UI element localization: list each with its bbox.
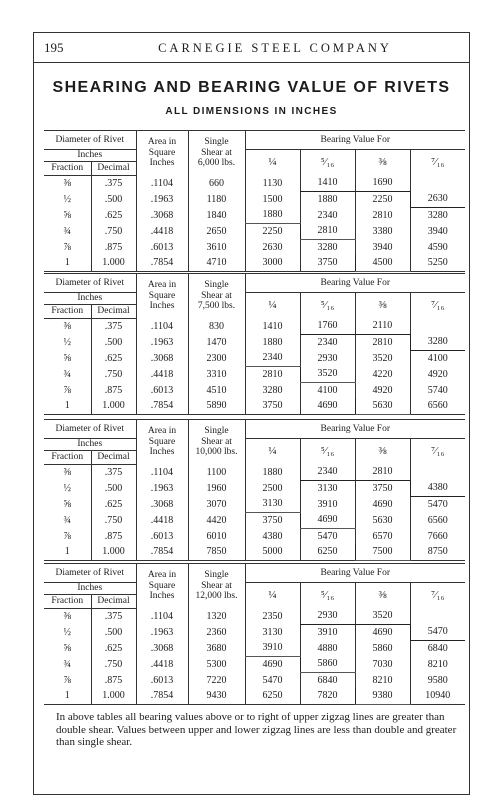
bearing-value-cell: 7500: [355, 544, 410, 560]
bearing-value-cell: 1880: [245, 464, 300, 480]
table-row: [44, 512, 465, 528]
area-cell: .3068: [136, 496, 188, 512]
single-shear-line: Shear at: [201, 436, 232, 447]
single-shear-line: Shear at: [201, 580, 232, 591]
inches-header: Inches: [44, 583, 136, 595]
thickness-header: ⁷⁄₁₆: [410, 583, 465, 609]
bearing-value-cell: 3130: [245, 624, 300, 640]
fraction-cell: ⅞: [63, 384, 71, 396]
single-shear-cell: 660: [188, 175, 245, 191]
table-row: [44, 382, 465, 398]
table-row: [44, 255, 465, 271]
area-cell: .6013: [136, 672, 188, 688]
bearing-value-cell: 5740: [410, 382, 465, 398]
single-shear-line: Shear at: [201, 290, 232, 301]
thickness-header: ¼: [245, 293, 300, 319]
decimal-cell: .875: [91, 528, 136, 544]
decimal-cell: .625: [91, 207, 136, 223]
single-shear-cell: 1470: [188, 334, 245, 350]
bearing-value-cell: 6250: [245, 688, 300, 704]
bearing-value-cell: 1880: [245, 207, 300, 223]
bearing-header: Bearing Value For: [245, 564, 465, 583]
fraction-cell: 1: [64, 546, 70, 558]
area-cell: .4418: [136, 366, 188, 382]
fraction-cell: ⅝: [63, 642, 71, 654]
bearing-value-cell: 3280: [410, 207, 465, 223]
single-shear-line: Single: [204, 570, 229, 581]
decimal-cell: .375: [91, 318, 136, 334]
single-shear-header: [188, 131, 245, 176]
bearing-value-cell: 2930: [300, 350, 355, 366]
single-shear-cell: 3070: [188, 496, 245, 512]
area-cell: .3068: [136, 350, 188, 366]
thickness-header: ⁷⁄₁₆: [410, 293, 465, 319]
bearing-value-cell: 1880: [300, 191, 355, 207]
bearing-value-cell: 10940: [410, 688, 465, 704]
bearing-value-cell: 3520: [355, 608, 410, 624]
bearing-value-cell: 4690: [300, 512, 355, 528]
decimal-cell: .750: [91, 512, 136, 528]
decimal-cell: .375: [91, 608, 136, 624]
single-shear-header: [188, 274, 245, 319]
bearing-value-cell: 4920: [410, 366, 465, 382]
single-shear-cell: 4420: [188, 512, 245, 528]
thickness-header: ⁵⁄₁₆: [300, 293, 355, 319]
bearing-value-cell: 9380: [355, 688, 410, 704]
footnote: In above tables all bearing values above or to right of upper zigzag lines are greater than double shear. Values between upper and lower zigzag lines are less than double and greater than single shear.: [56, 711, 457, 748]
single-shear-cell: 9430: [188, 688, 245, 704]
decimal-cell: 1.000: [91, 544, 136, 560]
bearing-value-cell: 2630: [245, 239, 300, 255]
bearing-value-cell: 3750: [355, 480, 410, 496]
rivet-table: [44, 130, 465, 272]
fraction-cell: ⅝: [63, 352, 71, 364]
bearing-value-cell: 3280: [410, 334, 465, 350]
area-cell: .3068: [136, 640, 188, 656]
running-head: CARNEGIE STEEL COMPANY: [158, 41, 392, 55]
area-cell: .1104: [136, 608, 188, 624]
bearing-value-cell: 3910: [300, 624, 355, 640]
table-row: [44, 688, 465, 704]
fraction-cell: ½: [63, 626, 71, 638]
rivet-table: [44, 563, 465, 705]
table-row: [44, 350, 465, 366]
bearing-value-cell: 2630: [410, 191, 465, 207]
area-header-line: Area in: [147, 280, 177, 291]
thickness-header: ⅜: [355, 293, 410, 319]
table-row: [44, 608, 465, 624]
bearing-value-cell: 1690: [355, 175, 410, 191]
table-row: [44, 464, 465, 480]
fraction-cell: ⅞: [63, 674, 71, 686]
single-shear-cell: 4710: [188, 255, 245, 271]
bearing-value-cell: 5630: [355, 512, 410, 528]
fraction-cell: ¾: [63, 368, 71, 380]
bearing-value-cell: 4690: [245, 656, 300, 672]
single-shear-line: Shear at: [201, 147, 232, 158]
bearing-value-cell: 2340: [245, 350, 300, 366]
single-shear-cell: 3310: [188, 366, 245, 382]
table-row: [44, 318, 465, 334]
fraction-cell: ¾: [63, 658, 71, 670]
fraction-cell: ⅜: [44, 608, 91, 624]
bearing-value-cell: 3910: [300, 496, 355, 512]
table-row: [44, 239, 465, 255]
bearing-value-cell: 1880: [245, 334, 300, 350]
area-cell: .1963: [136, 624, 188, 640]
area-header: [136, 564, 188, 609]
decimal-cell: .625: [91, 350, 136, 366]
bearing-header: Bearing Value For: [245, 131, 465, 150]
bearing-value-cell: 3130: [245, 496, 300, 512]
bearing-value-cell: 4100: [410, 350, 465, 366]
bearing-value-cell: 7820: [300, 688, 355, 704]
bearing-value-cell: 4880: [300, 640, 355, 656]
area-header-line: Square: [148, 580, 176, 591]
single-shear-header: [188, 564, 245, 609]
bearing-value-cell: 4690: [355, 624, 410, 640]
header-rule: [33, 62, 470, 63]
bearing-value-cell: 4380: [410, 480, 465, 496]
diameter-header: Diameter of Rivet: [44, 420, 136, 439]
decimal-cell: .875: [91, 382, 136, 398]
area-cell: .1104: [136, 464, 188, 480]
bearing-value-cell: 3000: [245, 255, 300, 271]
single-shear-cell: 1100: [188, 464, 245, 480]
area-header-line: Square: [148, 147, 176, 158]
bearing-value-cell: 3280: [245, 382, 300, 398]
inches-header: Inches: [44, 150, 136, 162]
table-row: [44, 398, 465, 414]
area-cell: .1963: [136, 334, 188, 350]
decimal-cell: 1.000: [91, 398, 136, 414]
single-shear-line: Single: [204, 137, 229, 148]
bearing-value-cell: 5630: [355, 398, 410, 414]
thickness-header: ¼: [245, 583, 300, 609]
bearing-value-cell: 2810: [300, 223, 355, 239]
area-cell: .4418: [136, 512, 188, 528]
single-shear-cell: 5300: [188, 656, 245, 672]
bearing-value-cell: 4590: [410, 239, 465, 255]
single-shear-line: Single: [204, 280, 229, 291]
fraction-cell: ⅜: [44, 318, 91, 334]
table-row: [44, 175, 465, 191]
decimal-header: Decimal: [91, 594, 136, 608]
thickness-header: ⅜: [355, 150, 410, 176]
area-header-line: Area in: [147, 426, 177, 437]
area-cell: .7854: [136, 398, 188, 414]
bearing-value-cell: 4500: [355, 255, 410, 271]
area-cell: .7854: [136, 255, 188, 271]
bearing-value-cell: [410, 464, 465, 480]
table-row: [44, 480, 465, 496]
area-header: [136, 274, 188, 319]
bearing-value-cell: 4920: [355, 382, 410, 398]
bearing-value-cell: 4690: [300, 398, 355, 414]
table-row: [44, 223, 465, 239]
bearing-value-cell: 2810: [355, 334, 410, 350]
area-cell: .7854: [136, 544, 188, 560]
decimal-cell: 1.000: [91, 255, 136, 271]
fraction-header: Fraction: [44, 304, 91, 318]
decimal-cell: .875: [91, 239, 136, 255]
page-subtitle: ALL DIMENSIONS IN INCHES: [165, 106, 338, 117]
decimal-cell: .500: [91, 191, 136, 207]
single-shear-cell: 1840: [188, 207, 245, 223]
bearing-value-cell: 8750: [410, 544, 465, 560]
single-shear-cell: 7850: [188, 544, 245, 560]
bearing-header: Bearing Value For: [245, 420, 465, 439]
single-shear-cell: 7220: [188, 672, 245, 688]
bearing-value-cell: 8210: [410, 656, 465, 672]
bearing-value-cell: 1410: [245, 318, 300, 334]
bearing-value-cell: [410, 318, 465, 334]
decimal-header: Decimal: [91, 450, 136, 464]
fraction-cell: ⅞: [63, 241, 71, 253]
bearing-value-cell: 2250: [355, 191, 410, 207]
fraction-cell: ¾: [63, 514, 71, 526]
area-cell: .1104: [136, 175, 188, 191]
decimal-header: Decimal: [91, 304, 136, 318]
bearing-value-cell: 1500: [245, 191, 300, 207]
table-row: [44, 672, 465, 688]
decimal-cell: .375: [91, 175, 136, 191]
single-shear-cell: 5890: [188, 398, 245, 414]
thickness-header: ⁵⁄₁₆: [300, 583, 355, 609]
bearing-value-cell: [410, 175, 465, 191]
table-row: [44, 656, 465, 672]
bearing-value-cell: 2810: [355, 207, 410, 223]
bearing-value-cell: 3380: [355, 223, 410, 239]
diameter-header: Diameter of Rivet: [44, 131, 136, 150]
fraction-cell: ⅜: [44, 464, 91, 480]
area-cell: .4418: [136, 656, 188, 672]
single-shear-cell: 1320: [188, 608, 245, 624]
bearing-value-cell: 4380: [245, 528, 300, 544]
thickness-header: ¼: [245, 150, 300, 176]
fraction-cell: ⅝: [63, 498, 71, 510]
fraction-cell: ⅝: [63, 209, 71, 221]
single-shear-cell: 1960: [188, 480, 245, 496]
table-row: [44, 640, 465, 656]
single-shear-cell: 4510: [188, 382, 245, 398]
bearing-value-cell: 5470: [410, 496, 465, 512]
single-shear-value: 7,500 lbs.: [197, 301, 236, 312]
fraction-cell: ¾: [63, 225, 71, 237]
area-header: [136, 420, 188, 465]
area-header-line: Area in: [147, 137, 177, 148]
bearing-header: Bearing Value For: [245, 274, 465, 293]
decimal-cell: .750: [91, 223, 136, 239]
bearing-value-cell: 3520: [300, 366, 355, 382]
area-cell: .6013: [136, 382, 188, 398]
fraction-cell: ½: [63, 336, 71, 348]
single-shear-cell: 2360: [188, 624, 245, 640]
thickness-header: ⁷⁄₁₆: [410, 439, 465, 465]
fraction-cell: ½: [63, 482, 71, 494]
bearing-value-cell: 2250: [245, 223, 300, 239]
page-number: 195: [44, 40, 64, 55]
bearing-value-cell: 5470: [410, 624, 465, 640]
single-shear-cell: 830: [188, 318, 245, 334]
decimal-cell: .750: [91, 656, 136, 672]
inches-header: Inches: [44, 439, 136, 451]
bearing-value-cell: 6840: [410, 640, 465, 656]
area-cell: .4418: [136, 223, 188, 239]
bearing-value-cell: 5860: [355, 640, 410, 656]
table-row: [44, 528, 465, 544]
bearing-value-cell: 7030: [355, 656, 410, 672]
diameter-header: Diameter of Rivet: [44, 564, 136, 583]
bearing-value-cell: 6840: [300, 672, 355, 688]
single-shear-cell: 6010: [188, 528, 245, 544]
decimal-cell: .875: [91, 672, 136, 688]
single-shear-cell: 3680: [188, 640, 245, 656]
table-row: [44, 544, 465, 560]
decimal-cell: 1.000: [91, 688, 136, 704]
thickness-header: ⁵⁄₁₆: [300, 439, 355, 465]
area-header-line: Inches: [149, 447, 175, 458]
table-row: [44, 366, 465, 382]
decimal-cell: .375: [91, 464, 136, 480]
area-cell: .1963: [136, 191, 188, 207]
single-shear-line: Single: [204, 426, 229, 437]
bearing-value-cell: 3750: [245, 398, 300, 414]
bearing-value-cell: 3130: [300, 480, 355, 496]
table-row: [44, 334, 465, 350]
area-cell: .6013: [136, 239, 188, 255]
bearing-value-cell: 9580: [410, 672, 465, 688]
bearing-value-cell: 5250: [410, 255, 465, 271]
area-cell: .3068: [136, 207, 188, 223]
table-row: [44, 191, 465, 207]
bearing-value-cell: 7660: [410, 528, 465, 544]
area-header-line: Inches: [149, 591, 175, 602]
bearing-value-cell: 3940: [410, 223, 465, 239]
single-shear-value: 12,000 lbs.: [195, 591, 238, 602]
bearing-value-cell: 2340: [300, 464, 355, 480]
thickness-header: ⅜: [355, 583, 410, 609]
decimal-header: Decimal: [91, 161, 136, 175]
bearing-value-cell: 6560: [410, 512, 465, 528]
bearing-value-cell: 1130: [245, 175, 300, 191]
fraction-header: Fraction: [44, 450, 91, 464]
bearing-value-cell: 3750: [245, 512, 300, 528]
decimal-cell: .750: [91, 366, 136, 382]
bearing-value-cell: 5860: [300, 656, 355, 672]
bearing-value-cell: 1410: [300, 175, 355, 191]
area-cell: .7854: [136, 688, 188, 704]
page-title: SHEARING AND BEARING VALUE OF RIVETS: [52, 79, 451, 96]
bearing-value-cell: 2350: [245, 608, 300, 624]
bearing-value-cell: 2340: [300, 207, 355, 223]
bearing-value-cell: 4690: [355, 496, 410, 512]
area-header-line: Square: [148, 436, 176, 447]
single-shear-cell: 1180: [188, 191, 245, 207]
bearing-value-cell: 3940: [355, 239, 410, 255]
fraction-cell: 1: [64, 690, 70, 702]
bearing-value-cell: 2810: [245, 366, 300, 382]
fraction-cell: ½: [63, 193, 71, 205]
bearing-value-cell: 2930: [300, 608, 355, 624]
bearing-value-cell: 5000: [245, 544, 300, 560]
table-row: [44, 207, 465, 223]
bearing-value-cell: 3750: [300, 255, 355, 271]
bearing-value-cell: 4220: [355, 366, 410, 382]
bearing-value-cell: 3280: [300, 239, 355, 255]
bearing-value-cell: 6560: [410, 398, 465, 414]
fraction-cell: 1: [64, 257, 70, 269]
inches-header: Inches: [44, 293, 136, 305]
decimal-cell: .500: [91, 480, 136, 496]
decimal-cell: .625: [91, 640, 136, 656]
single-shear-value: 6,000 lbs.: [197, 158, 236, 169]
thickness-header: ⁷⁄₁₆: [410, 150, 465, 176]
area-header: [136, 131, 188, 176]
single-shear-cell: 3610: [188, 239, 245, 255]
area-header-line: Area in: [147, 570, 177, 581]
decimal-cell: .500: [91, 334, 136, 350]
bearing-value-cell: 8210: [355, 672, 410, 688]
thickness-header: ⁵⁄₁₆: [300, 150, 355, 176]
area-cell: .6013: [136, 528, 188, 544]
decimal-cell: .500: [91, 624, 136, 640]
thickness-header: ⅜: [355, 439, 410, 465]
single-shear-cell: 2300: [188, 350, 245, 366]
area-header-line: Square: [148, 290, 176, 301]
bearing-value-cell: 5470: [245, 672, 300, 688]
area-cell: .1104: [136, 318, 188, 334]
bearing-value-cell: 3910: [245, 640, 300, 656]
bearing-value-cell: 2110: [355, 318, 410, 334]
thickness-header: ¼: [245, 439, 300, 465]
fraction-cell: ⅜: [44, 175, 91, 191]
bearing-value-cell: 6570: [355, 528, 410, 544]
fraction-header: Fraction: [44, 594, 91, 608]
rivet-table: [44, 273, 465, 415]
bearing-value-cell: 5470: [300, 528, 355, 544]
table-row: [44, 496, 465, 512]
bearing-value-cell: 2810: [355, 464, 410, 480]
single-shear-value: 10,000 lbs.: [195, 447, 238, 458]
area-header-line: Inches: [149, 301, 175, 312]
bearing-value-cell: 2500: [245, 480, 300, 496]
bearing-value-cell: 2340: [300, 334, 355, 350]
table-row: [44, 624, 465, 640]
single-shear-header: [188, 420, 245, 465]
bearing-value-cell: 3520: [355, 350, 410, 366]
fraction-cell: ⅞: [63, 530, 71, 542]
bearing-value-cell: [410, 608, 465, 624]
bearing-value-cell: 6250: [300, 544, 355, 560]
bearing-value-cell: 1760: [300, 318, 355, 334]
decimal-cell: .625: [91, 496, 136, 512]
area-cell: .1963: [136, 480, 188, 496]
area-header-line: Inches: [149, 158, 175, 169]
rivet-table: [44, 419, 465, 561]
bearing-value-cell: 4100: [300, 382, 355, 398]
single-shear-cell: 2650: [188, 223, 245, 239]
fraction-header: Fraction: [44, 161, 91, 175]
diameter-header: Diameter of Rivet: [44, 274, 136, 293]
fraction-cell: 1: [64, 400, 70, 412]
